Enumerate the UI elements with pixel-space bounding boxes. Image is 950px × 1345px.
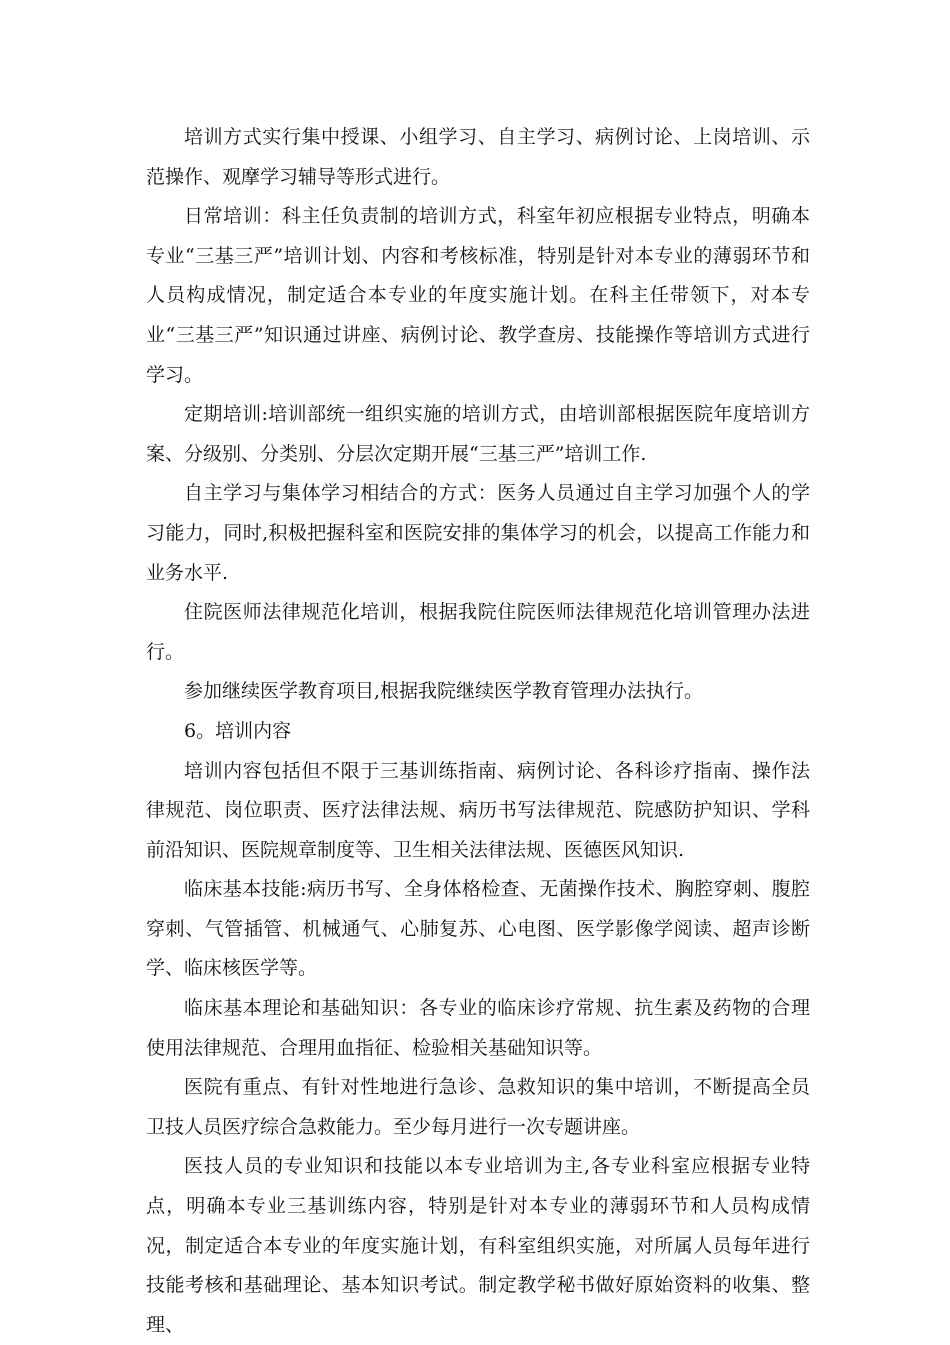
paragraph-resident-training: 住院医师法律规范化培训，根据我院住院医师法律规范化培训管理办法进行。 (146, 601, 810, 663)
paragraph-training-methods: 培训方式实行集中授课、小组学习、自主学习、病例讨论、上岗培训、示范操作、观摩学习辅导等形式进行。 (146, 126, 810, 188)
paragraph-clinical-skills: 临床基本技能:病历书写、全身体格检查、无菌操作技术、胸腔穿刺、腹腔穿刺、气管插管、机械通气、心肺复苏、心电图、医学影像学阅读、超声诊断学、临床核医学等。 (146, 878, 810, 980)
paragraph-periodic-training: 定期培训:培训部统一组织实施的培训方式，由培训部根据医院年度培训方案、分级别、分类别、分层次定期开展“三基三严”培训工作. (146, 403, 810, 465)
paragraph-clinical-theory: 临床基本理论和基础知识：各专业的临床诊疗常规、抗生素及药物的合理使用法律规范、合理用血指征、检验相关基础知识等。 (146, 997, 810, 1059)
paragraph-daily-training: 日常培训：科主任负责制的培训方式，科室年初应根据专业特点，明确本专业“三基三严”培训计划、内容和考核标准，特别是针对本专业的薄弱环节和人员构成情况，制定适合本专业的年度实施计划。在科主任带领下，对本专业“三基三严”知识通过讲座、病例讨论、教学查房、技能操作等培训方式进行学习。 (146, 205, 810, 386)
section-heading-training-content: 6。培训内容 (184, 719, 292, 742)
paragraph-continuing-education: 参加继续医学教育项目,根据我院继续医学教育管理办法执行。 (184, 680, 704, 703)
paragraph-emergency-training: 医院有重点、有针对性地进行急诊、急救知识的集中培训，不断提高全员卫技人员医疗综合急救能力。至少每月进行一次专题讲座。 (146, 1076, 810, 1138)
paragraph-self-and-group-study: 自主学习与集体学习相结合的方式：医务人员通过自主学习加强个人的学习能力，同时,积极把握科室和医院安排的集体学习的机会，以提高工作能力和业务水平. (146, 482, 810, 584)
paragraph-training-content: 培训内容包括但不限于三基训练指南、病例讨论、各科诊疗指南、操作法律规范、岗位职责、医疗法律法规、病历书写法律规范、院感防护知识、学科前沿知识、医院规章制度等、卫生相关法律法规、医德医风知识. (146, 759, 810, 861)
paragraph-medical-technicians: 医技人员的专业知识和技能以本专业培训为主,各专业科室应根据专业特点，明确本专业三基训练内容，特别是针对本专业的薄弱环节和人员构成情况，制定适合本专业的年度实施计划，有科室组织实施，对所属人员每年进行技能考核和基础理论、基本知识考试。制定教学秘书做好原始资料的收集、整理、 (146, 1155, 810, 1336)
document-body (146, 118, 810, 1345)
